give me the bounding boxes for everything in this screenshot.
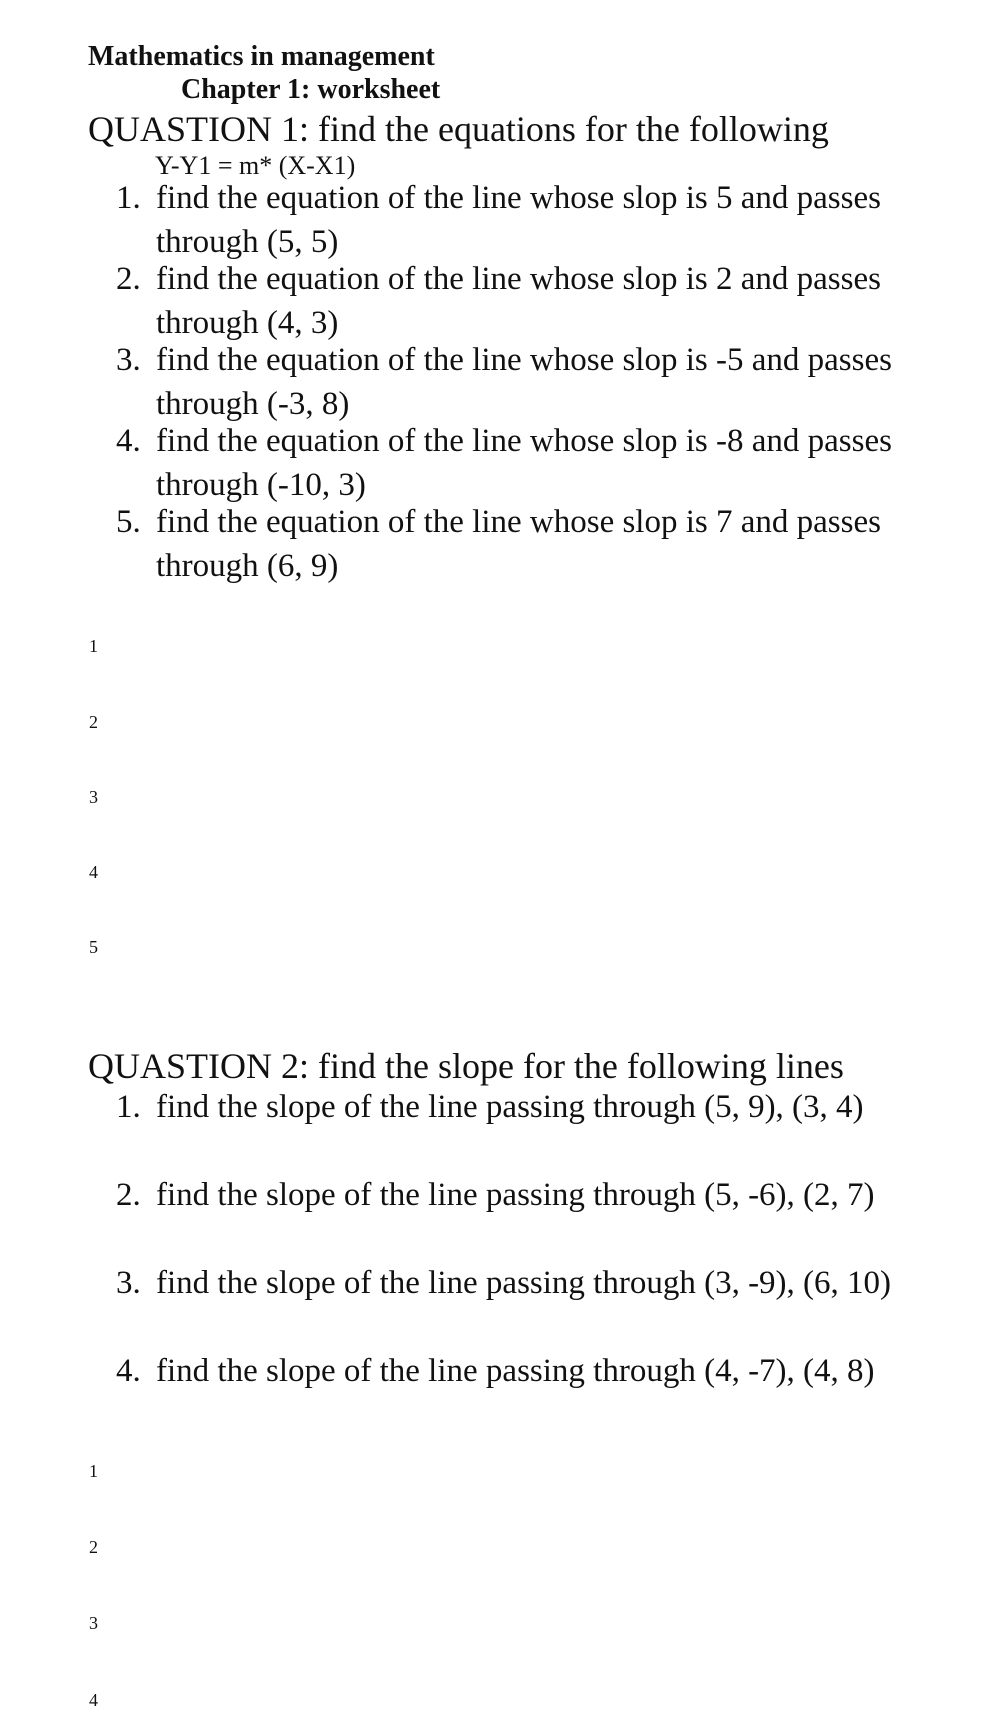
question2-title: QUASTION 2: find the slope for the following lines xyxy=(88,1046,844,1086)
question1-item xyxy=(116,500,896,588)
item-number: 2. xyxy=(116,1177,141,1213)
answer-number: 5 xyxy=(89,937,98,957)
item-number: 1. xyxy=(116,180,141,216)
point-slope-formula: Y-Y1 = m* (X-X1) xyxy=(155,151,356,180)
question2-item xyxy=(116,1173,896,1217)
question2-item xyxy=(116,1261,896,1305)
answer-number: 4 xyxy=(89,862,98,882)
item-text: find the equation of the line whose slop is 7 and passes through (6, 9) xyxy=(156,504,881,584)
question2-item xyxy=(116,1349,896,1393)
item-number: 4. xyxy=(116,423,141,459)
question2-item xyxy=(116,1085,896,1129)
item-text: find the equation of the line whose slop is -5 and passes through (-3, 8) xyxy=(156,342,892,422)
item-text: find the slope of the line passing through (4, -7), (4, 8) xyxy=(156,1353,875,1389)
question1-item xyxy=(116,338,896,426)
question1-item xyxy=(116,257,896,345)
item-text: find the slope of the line passing through (3, -9), (6, 10) xyxy=(156,1265,892,1301)
item-number: 3. xyxy=(116,342,141,378)
question1-item xyxy=(116,176,896,264)
item-number: 3. xyxy=(116,1265,141,1301)
item-text: find the equation of the line whose slop is 2 and passes through (4, 3) xyxy=(156,261,881,341)
answer-number: 3 xyxy=(89,1613,98,1633)
item-text: find the slope of the line passing through (5, -6), (2, 7) xyxy=(156,1177,875,1213)
question1-item xyxy=(116,419,896,507)
answer-number: 3 xyxy=(89,787,98,807)
item-number: 2. xyxy=(116,261,141,297)
item-number: 5. xyxy=(116,504,141,540)
answer-number: 4 xyxy=(89,1690,98,1710)
answer-number: 1 xyxy=(89,1461,98,1481)
chapter-title: Chapter 1: worksheet xyxy=(181,74,441,105)
question1-title: QUASTION 1: find the equations for the following xyxy=(88,109,829,149)
item-text: find the slope of the line passing through (5, 9), (3, 4) xyxy=(156,1089,864,1125)
answer-number: 1 xyxy=(89,636,98,656)
course-title: Mathematics in management xyxy=(88,41,435,72)
item-number: 4. xyxy=(116,1353,141,1389)
item-text: find the equation of the line whose slop is -8 and passes through (-10, 3) xyxy=(156,423,892,503)
answer-number: 2 xyxy=(89,712,98,732)
item-text: find the equation of the line whose slop is 5 and passes through (5, 5) xyxy=(156,180,881,260)
item-number: 1. xyxy=(116,1089,141,1125)
answer-number: 2 xyxy=(89,1537,98,1557)
